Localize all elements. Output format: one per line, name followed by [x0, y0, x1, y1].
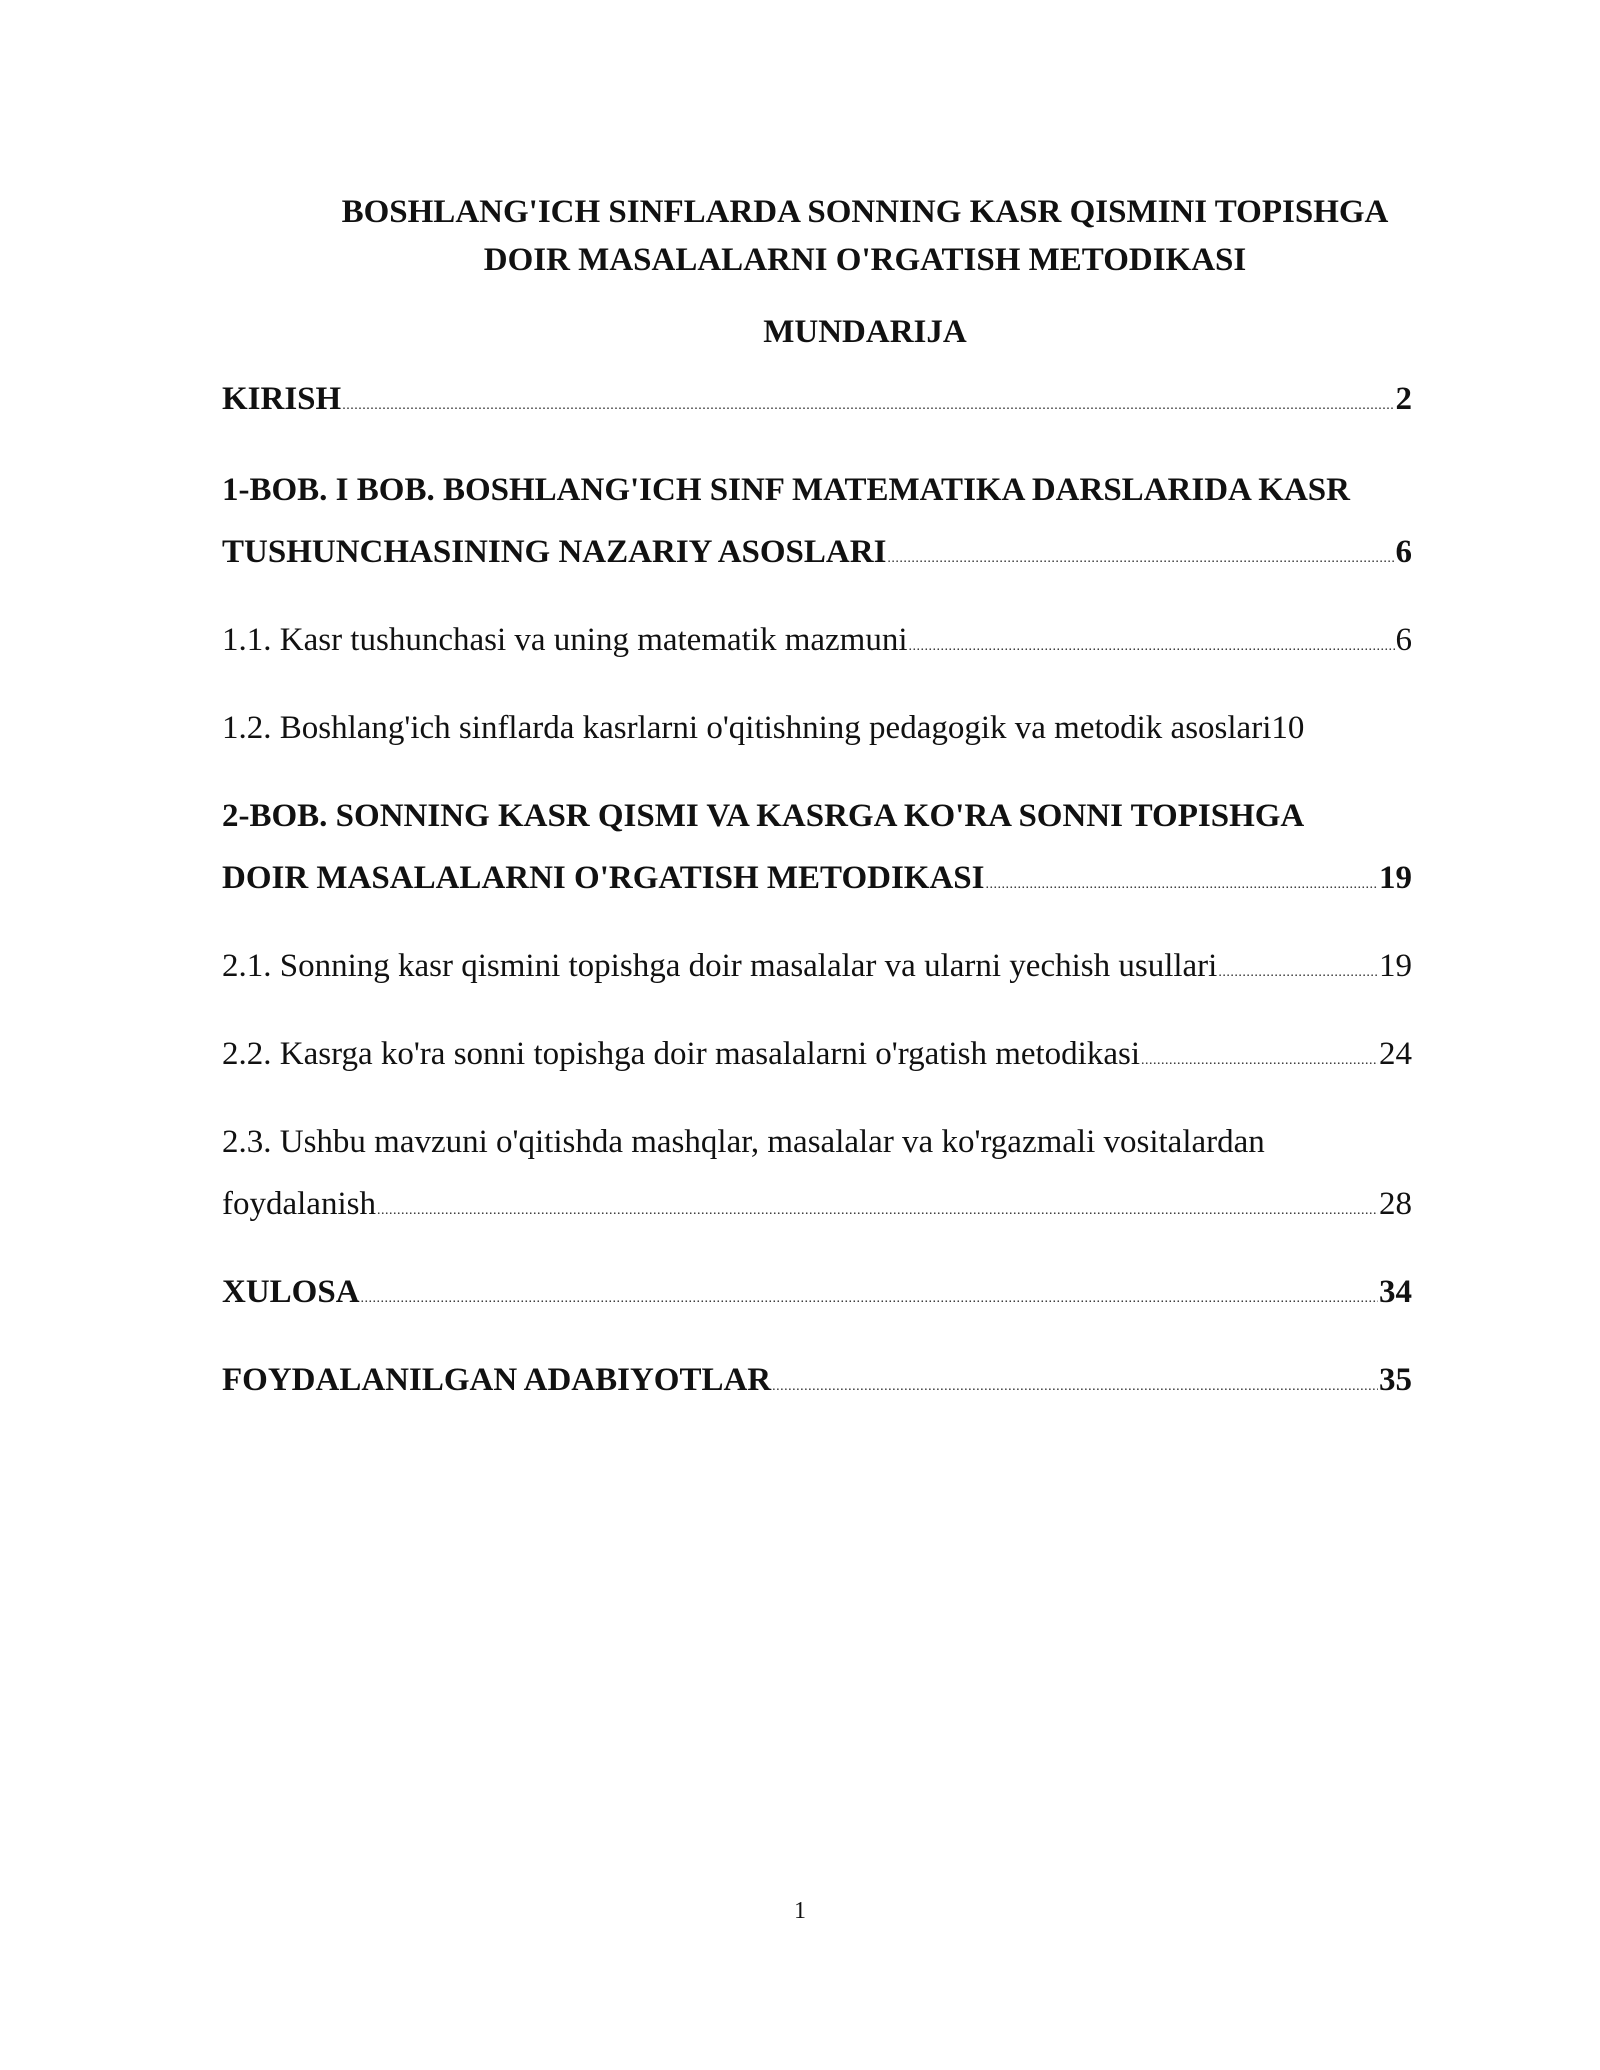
dot-leader [1141, 1030, 1378, 1092]
toc-page-number: 35 [1379, 1362, 1412, 1398]
toc-entry-label: XULOSA [222, 1274, 360, 1310]
toc-page-number: 24 [1379, 1036, 1412, 1072]
toc-entry-label-line-1: 2.3. Ushbu mavzuni o'qitishda mashqlar, masalalar va ko'rgazmali vositalardan [222, 1124, 1265, 1160]
toc-page-number: 19 [1379, 860, 1412, 896]
toc-page-number: 2 [1395, 381, 1412, 417]
toc-entry-label: KIRISH [222, 381, 342, 417]
toc-entry-label: TUSHUNCHASINING NAZARIY ASOSLARI [222, 534, 887, 570]
toc-heading: MUNDARIJA [763, 314, 967, 350]
toc-entry-2-3[interactable] [222, 1111, 1412, 1173]
title-line-1: BOSHLANG'ICH SINFLARDA SONNING KASR QISMINI TOPISHGA [341, 194, 1389, 230]
toc-page-number: 28 [1379, 1186, 1412, 1222]
dot-leader [342, 375, 1394, 437]
toc-entry-kirish[interactable] [222, 368, 1412, 437]
toc-entry-label: 2.1. Sonning kasr qismini topishga doir masalalar va ularni yechish usullari [222, 948, 1218, 984]
title-line-2: DOIR MASALALARNI O'RGATISH METODIKASI [483, 242, 1247, 278]
toc-entry-2-2[interactable] [222, 1023, 1412, 1092]
toc-page-number: 10 [1271, 710, 1305, 746]
dot-leader [909, 616, 1395, 678]
toc-entry-chapter-2-cont[interactable] [222, 847, 1412, 916]
dot-leader [985, 854, 1378, 916]
dot-leader [1218, 942, 1378, 1004]
page-number: 1 [794, 1898, 806, 1924]
toc-entry-label-line-1: 1-BOB. I BOB. BOSHLANG'ICH SINF MATEMATIKA DARSLARIDA KASR [222, 472, 1350, 508]
toc-entry-label-line-1: 2-BOB. SONNING KASR QISMI VA KASRGA KO'RA SONNI TOPISHGA [222, 798, 1305, 834]
toc-entry-1-1[interactable] [222, 609, 1412, 678]
toc-entry-2-3-cont[interactable] [222, 1173, 1412, 1242]
toc-entry-label: 1.2. Boshlang'ich sinflarda kasrlarni o'qitishning pedagogik va metodik asoslari [222, 710, 1272, 746]
toc-entry-2-1[interactable] [222, 935, 1412, 1004]
toc-page-number: 19 [1379, 948, 1412, 984]
dot-leader [772, 1356, 1378, 1418]
toc-page-number: 6 [1395, 622, 1412, 658]
toc-entry-label: 2.2. Kasrga ko'ra sonni topishga doir masalalarni o'rgatish metodikasi [222, 1036, 1141, 1072]
toc-entry-chapter-1-cont[interactable] [222, 521, 1412, 590]
toc-entry-chapter-1[interactable] [222, 459, 1492, 521]
toc-page-number: 6 [1395, 534, 1412, 570]
toc-entry-label: 1.1. Kasr tushunchasi va uning matematik mazmuni [222, 622, 908, 658]
dot-leader [377, 1180, 1378, 1242]
toc-entry-label: DOIR MASALALARNI O'RGATISH METODIKASI [222, 860, 985, 896]
toc-entry-xulosa[interactable] [222, 1261, 1412, 1330]
toc-entry-label: FOYDALANILGAN ADABIYOTLAR [222, 1362, 772, 1398]
document-title [220, 188, 1510, 284]
toc-entry-references[interactable] [222, 1349, 1412, 1418]
toc-entry-1-2[interactable] [222, 697, 1412, 759]
dot-leader [361, 1268, 1378, 1330]
toc-page-number: 34 [1379, 1274, 1412, 1310]
toc-entry-chapter-2[interactable] [222, 785, 1492, 847]
dot-leader [887, 528, 1394, 590]
toc-entry-label: foydalanish [222, 1186, 376, 1222]
